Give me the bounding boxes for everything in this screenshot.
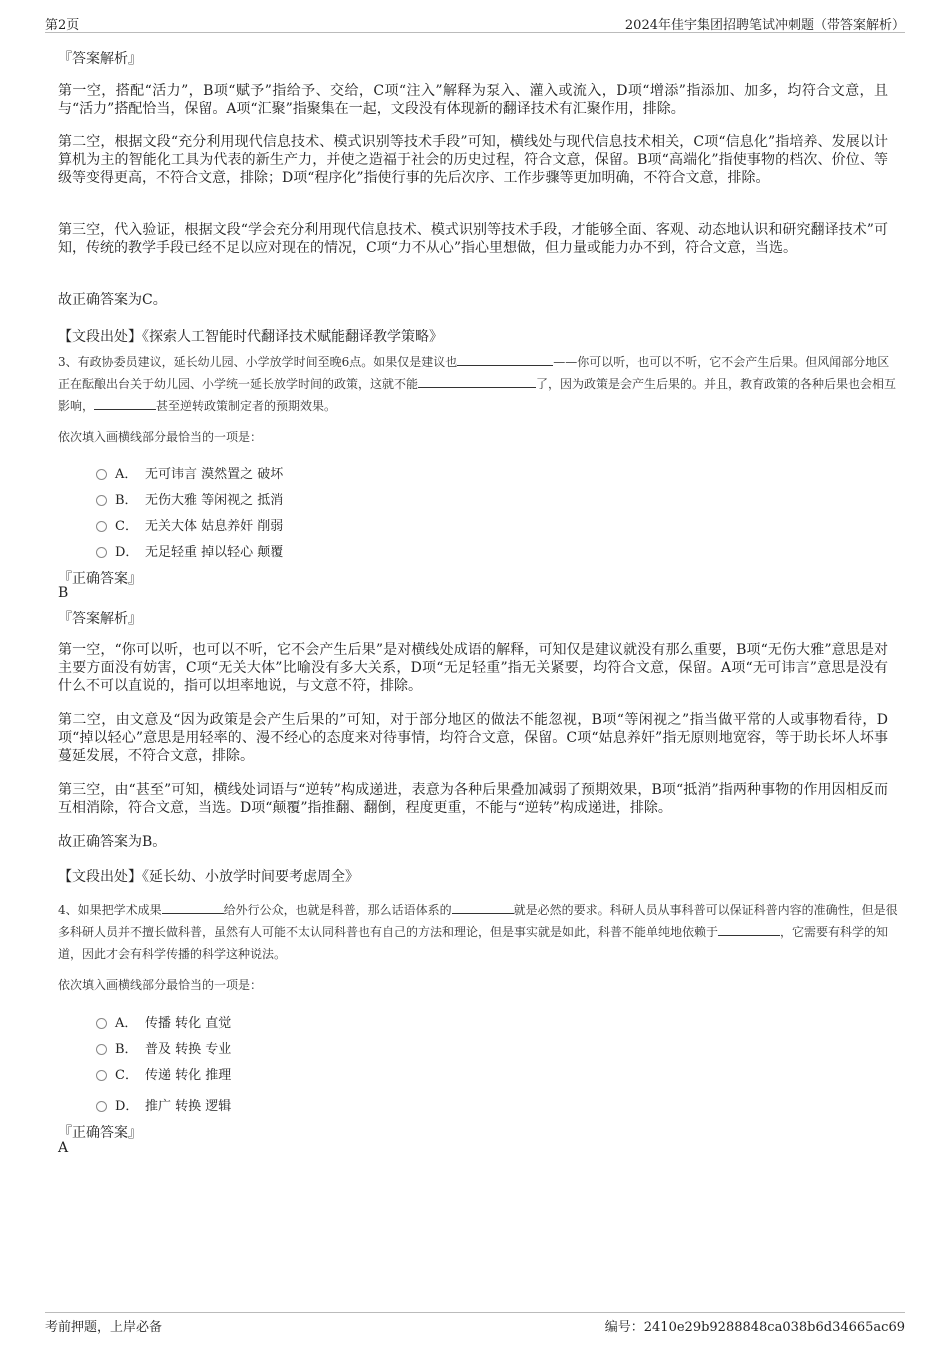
option-text: 无足轻重 掉以轻心 颠覆 xyxy=(145,545,284,560)
q2-analysis-1: 第一空，搭配“活力”，B项“赋予”指给予、交给，C项“注入”解释为泵入、灌入或流入，D项“增添”指添加、加多，均符合文意，且与“活力”搭配恰当，保留。A项“汇聚”指聚集在一起，文段没有体现新的翻译技术有汇聚作用，排除。 xyxy=(58,83,888,117)
q3-correct-answer: B xyxy=(58,585,69,601)
radio-icon[interactable] xyxy=(96,469,107,480)
q3-option-c[interactable] xyxy=(96,515,283,534)
q4-option-c[interactable] xyxy=(96,1064,231,1083)
radio-icon[interactable] xyxy=(96,1018,107,1029)
q4-option-a[interactable] xyxy=(96,1012,231,1031)
q2-analysis-2: 第二空，根据文段“充分利用现代信息技术、模式识别等技术手段”可知，横线处与现代信息技术相关，C项“信息化”指培养、发展以计算机为主的智能化工具为代表的新生产力，并使之造福于社会的历史过程，符合文意，保留。B项“高端化”指使事物的档次、价位、等级等变得更高，不符合文意，排除；D项“程序化”指使行事的先后次序、工作步骤等更加明确，不符合文意，排除。 xyxy=(58,134,888,186)
q3-option-a[interactable] xyxy=(96,463,283,482)
q4-question xyxy=(58,899,898,965)
q4-text-2: 给外行公众，也就是科普，那么话语体系的 xyxy=(223,903,452,917)
q3-analysis-2: 第二空，由文意及“因为政策是会产生后果的”可知，对于部分地区的做法不能忽视，B项“等闲视之”指当做平常的人或事物看待，D项“掉以轻心”意思是用轻率的、漫不经心的态度来对待事情，均符合文意，保留。C项“姑息养奸”指无原则地宽容，等于助长坏人坏事蔓延发展，不符合文意，排除。 xyxy=(58,712,888,764)
q3-option-d[interactable] xyxy=(96,541,283,560)
q4-prompt: 依次填入画横线部分最恰当的一项是： xyxy=(58,978,263,992)
q4-blank-3 xyxy=(718,923,780,936)
option-letter: D． xyxy=(115,545,139,560)
q3-blank-3 xyxy=(94,397,156,410)
q4-option-b[interactable] xyxy=(96,1038,231,1057)
option-text: 传递 转化 推理 xyxy=(145,1068,232,1083)
q3-option-b[interactable] xyxy=(96,489,283,508)
option-text: 传播 转化 直觉 xyxy=(145,1016,232,1031)
option-text: 普及 转换 专业 xyxy=(145,1042,232,1057)
option-letter: A． xyxy=(115,467,138,482)
q4-text-4: ，它需要有科学的知道，因此才会有科学传播的科学这种说法。 xyxy=(58,925,889,961)
q3-analysis-label: 『答案解析』 xyxy=(58,611,142,627)
q4-option-d[interactable] xyxy=(96,1095,231,1114)
q3-analysis-1: 第一空，“你可以听，也可以不听，它不会产生后果”是对横线处成语的解释，可知仅是建议就没有那么重要，B项“无伤大雅”意思是对主要方面没有妨害，C项“无关大体”比喻没有多大关系，D项“无足轻重”指无关紧要，均符合文意，保留。A项“无可讳言”意思是没有什么不可以直说的，指可以坦率地说，与文意不符，排除。 xyxy=(58,642,888,694)
option-letter: B． xyxy=(115,493,138,508)
option-text: 推广 转换 逻辑 xyxy=(145,1099,232,1114)
option-text: 无伤大雅 等闲视之 抵消 xyxy=(145,493,284,508)
q3-correct-label: 『正确答案』 xyxy=(58,571,142,587)
q3-source: 【文段出处】《延长幼、小放学时间要考虑周全》 xyxy=(58,869,359,885)
q2-analysis-3: 第三空，代入验证，根据文段“学会充分利用现代信息技术、模式识别等技术手段，才能够全面、客观、动态地认识和研究翻译技术”可知，传统的教学手段已经不足以应对现在的情况，C项“力不从心”指心里想做，但力量或能力办不到，符合文意，当选。 xyxy=(58,222,888,256)
q3-blank-2 xyxy=(418,375,536,388)
q3-text-3: 了，因为政策是会产生后果的。并且，教育政策的各种后果也会相互影响， xyxy=(58,377,897,413)
q3-text-2: ——你可以听，也可以不听，它不会产生后果。但风闻部分地区正在酝酿出台关于幼儿园、小学统一延长放学时间的政策，这就不能 xyxy=(58,355,890,391)
q2-conclusion: 故正确答案为C。 xyxy=(58,292,167,308)
page-number: 第2页 xyxy=(45,18,80,33)
q4-blank-2 xyxy=(452,901,514,914)
q4-text-3: 就是必然的要求。科研人员从事科普可以保证科普内容的准确性，但是很多科研人员并不擅长做科普，虽然有人可能不太认同科普也有自己的方法和理论，但是事实就是如此，科普不能单纯地依赖于 xyxy=(58,903,898,939)
document-title: 2024年佳宇集团招聘笔试冲刺题（带答案解析） xyxy=(624,18,905,33)
q4-text-1: 4、如果把学术成果 xyxy=(58,903,162,917)
q3-text-1: 3、有政协委员建议，延长幼儿园、小学放学时间至晚6点。如果仅是建议也 xyxy=(58,355,458,369)
option-letter: A． xyxy=(115,1016,138,1031)
option-letter: B． xyxy=(115,1042,138,1057)
q3-blank-1 xyxy=(457,353,553,366)
option-letter: C． xyxy=(115,519,138,534)
q2-source: 【文段出处】《探索人工智能时代翻译技术赋能翻译教学策略》 xyxy=(58,329,443,345)
option-text: 无可讳言 漠然置之 破坏 xyxy=(145,467,284,482)
document-code: 编号：2410e29b9288848ca038b6d34665ac69 xyxy=(604,1320,905,1335)
option-text: 无关大体 姑息养奸 削弱 xyxy=(145,519,284,534)
q3-prompt: 依次填入画横线部分最恰当的一项是： xyxy=(58,430,263,444)
radio-icon[interactable] xyxy=(96,1070,107,1081)
radio-icon[interactable] xyxy=(96,495,107,506)
q3-analysis-3: 第三空，由“甚至”可知，横线处词语与“逆转”构成递进，表意为各种后果叠加减弱了预期效果，B项“抵消”指两种事物的作用因相反而互相消除，符合文意，当选。D项“颠覆”指推翻、翻倒，程度更重，不能与“逆转”构成递进，排除。 xyxy=(58,782,888,816)
option-letter: D． xyxy=(115,1099,139,1114)
q4-correct-answer: A xyxy=(58,1140,69,1156)
page-footer xyxy=(45,1312,905,1335)
q3-text-4: 甚至逆转政策制定者的预期效果。 xyxy=(156,399,337,413)
footer-slogan: 考前押题，上岸必备 xyxy=(45,1320,163,1335)
q4-correct-label: 『正确答案』 xyxy=(58,1125,142,1141)
radio-icon[interactable] xyxy=(96,521,107,532)
radio-icon[interactable] xyxy=(96,547,107,558)
q3-question xyxy=(58,351,898,417)
radio-icon[interactable] xyxy=(96,1101,107,1112)
analysis-label: 『答案解析』 xyxy=(58,51,142,67)
q4-blank-1 xyxy=(162,901,224,914)
q3-conclusion: 故正确答案为B。 xyxy=(58,834,167,850)
page-header xyxy=(45,12,905,33)
radio-icon[interactable] xyxy=(96,1044,107,1055)
option-letter: C． xyxy=(115,1068,138,1083)
